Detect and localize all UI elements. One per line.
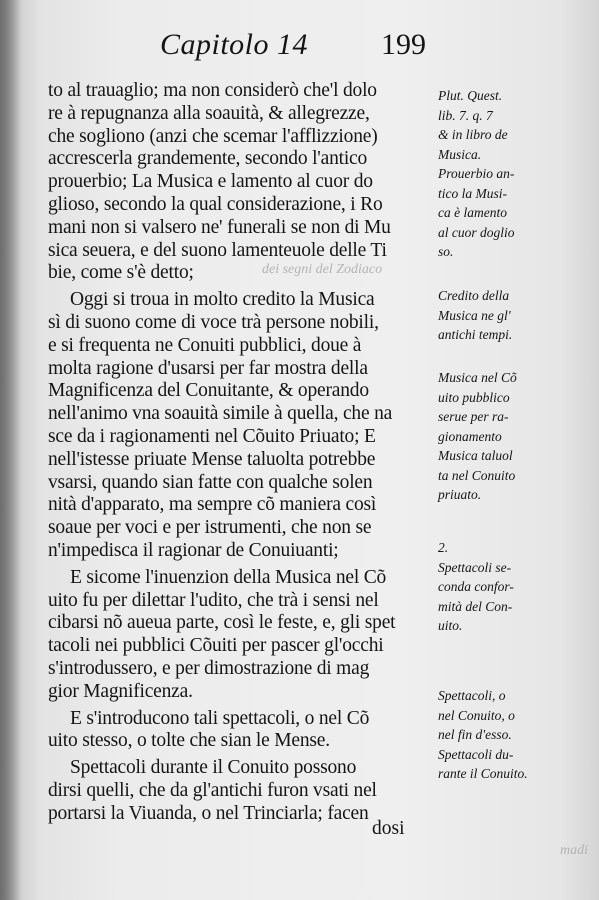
margin-note-line: uito pubblico: [438, 389, 510, 405]
text-line: portarsi la Viuanda, o nel Trinciarla; facen: [48, 802, 369, 824]
margin-note: [438, 686, 528, 784]
margin-note-line: so.: [438, 244, 454, 259]
margin-note: [438, 368, 517, 505]
text-line: re à repugnanza alla soauità, & allegrezze,: [48, 102, 370, 124]
margin-note-line: mità del Con-: [438, 598, 513, 614]
margin-note-line: serue per ra-: [438, 409, 509, 424]
text-line: accrescerla grandemente, secondo l'antico: [48, 148, 368, 170]
margin-note-line: ta nel Conuito: [438, 467, 516, 483]
bleed-through-text: madi: [560, 843, 588, 858]
text-line: mani non si valsero ne' funerali se non di Mu: [48, 216, 391, 238]
text-line: nità d'apparato, ma sempre cõ maniera così: [48, 494, 377, 516]
margin-note-line: ca è lamento: [438, 205, 507, 220]
margin-note-line: Musica taluol: [438, 448, 513, 463]
text-line: bie, come s'è detto;: [48, 262, 194, 284]
gutter-shadow: [0, 0, 22, 900]
margin-note-line: tico la Musi-: [438, 185, 507, 201]
margin-note-line: Spettacoli du-: [438, 746, 514, 762]
text-line: s'introdussero, e per dimostrazione di mag: [48, 657, 370, 679]
margin-note-line: nel fin d'esso.: [438, 727, 512, 742]
margin-note: [438, 286, 512, 345]
margin-note-line: Credito della: [438, 288, 510, 303]
text-line: sce da i ragionamenti nel Cõuito Priuato; E: [48, 425, 376, 447]
text-line: glioso, secondo la qual considerazione, i Ro: [48, 193, 383, 215]
margin-note-line: Musica.: [438, 146, 482, 162]
text-line: cibarsi nõ aueua parte, così le feste, e, gli spet: [48, 612, 396, 634]
text-line: sì di suono come di voce trà persone nobili,: [48, 311, 379, 333]
margin-note-line: Plut. Quest.: [438, 88, 503, 103]
text-line: e si frequenta ne Conuiti pubblici, doue à: [48, 334, 362, 356]
text-line: Magnificenza del Conuitante, & operando: [48, 380, 369, 402]
margin-note-line: Musica ne gl': [438, 307, 511, 323]
margin-note-line: Prouerbio an-: [438, 166, 515, 181]
text-line: Oggi si troua in molto credito la Musica: [70, 289, 375, 311]
text-line: sica seuera, e del suono lamenteuole delle Ti: [48, 239, 387, 261]
running-title: Capitolo 14: [160, 28, 309, 61]
text-line: vsarsi, quando sian fatte con qualche solen: [48, 471, 373, 493]
page-number: 199: [381, 28, 426, 61]
text-line: molta ragione d'usarsi per far mostra della: [48, 357, 368, 379]
margin-note-line: & in libro de: [438, 127, 508, 142]
margin-note-line: Musica nel Cõ: [438, 370, 517, 385]
main-text-block: [48, 80, 433, 826]
text-line: che sogliono (anzi che scemar l'afflizzione): [48, 125, 378, 147]
catchword: dosi: [372, 818, 405, 839]
margin-note-line: priuato.: [438, 487, 482, 502]
text-line: uito fu per dilettar l'udito, che trà i sensi nel: [48, 589, 379, 611]
text-line: uito stesso, o tolte che sian le Mense.: [48, 730, 330, 752]
page-header: [0, 28, 599, 68]
text-line: E s'introducono tali spettacoli, o nel Cõ: [70, 707, 370, 729]
text-line: nell'istesse priuate Mense taluolta potrebbe: [48, 448, 376, 470]
text-line: nell'animo vna soauità simile à quella, che na: [48, 403, 393, 425]
bleed-through-text: dei segni del Zodiaco: [262, 262, 383, 277]
text-line: gior Magnificenza.: [48, 680, 193, 702]
text-line: soaue per voci e per istrumenti, che non se: [48, 517, 372, 539]
margin-note-line: al cuor doglio: [438, 224, 515, 240]
margin-note-line: uito.: [438, 618, 463, 633]
margin-note: [438, 538, 514, 636]
margin-note-line: conda confor-: [438, 579, 514, 594]
text-line: dirsi quelli, che da gl'antichi furon vsati nel: [48, 779, 377, 801]
margin-note: [438, 86, 515, 262]
margin-note-line: rante il Conuito.: [438, 766, 528, 781]
margin-note-line: Spettacoli, o: [438, 688, 506, 703]
margin-note-line: Spettacoli se-: [438, 559, 512, 575]
text-line: n'impedisca il ragionar de Conuiuanti;: [48, 539, 339, 561]
margin-note-line: antichi tempi.: [438, 327, 513, 342]
text-line: to al trauaglio; ma non considerò che'l dolo: [48, 80, 377, 101]
text-line: E sicome l'inuenzion della Musica nel Cõ: [70, 566, 387, 588]
margin-note-line: nel Conuito, o: [438, 707, 515, 723]
margin-note-line: gionamento: [438, 428, 502, 444]
margin-note-line: 2.: [438, 540, 449, 555]
margin-note-line: lib. 7. q. 7: [438, 107, 493, 123]
text-line: prouerbio; La Musica e lamento al cuor do: [48, 171, 373, 193]
text-line: Spettacoli durante il Conuito possono: [70, 757, 357, 779]
text-line: tacoli nei pubblici Cõuiti per pascer gl'occhi: [48, 635, 384, 657]
